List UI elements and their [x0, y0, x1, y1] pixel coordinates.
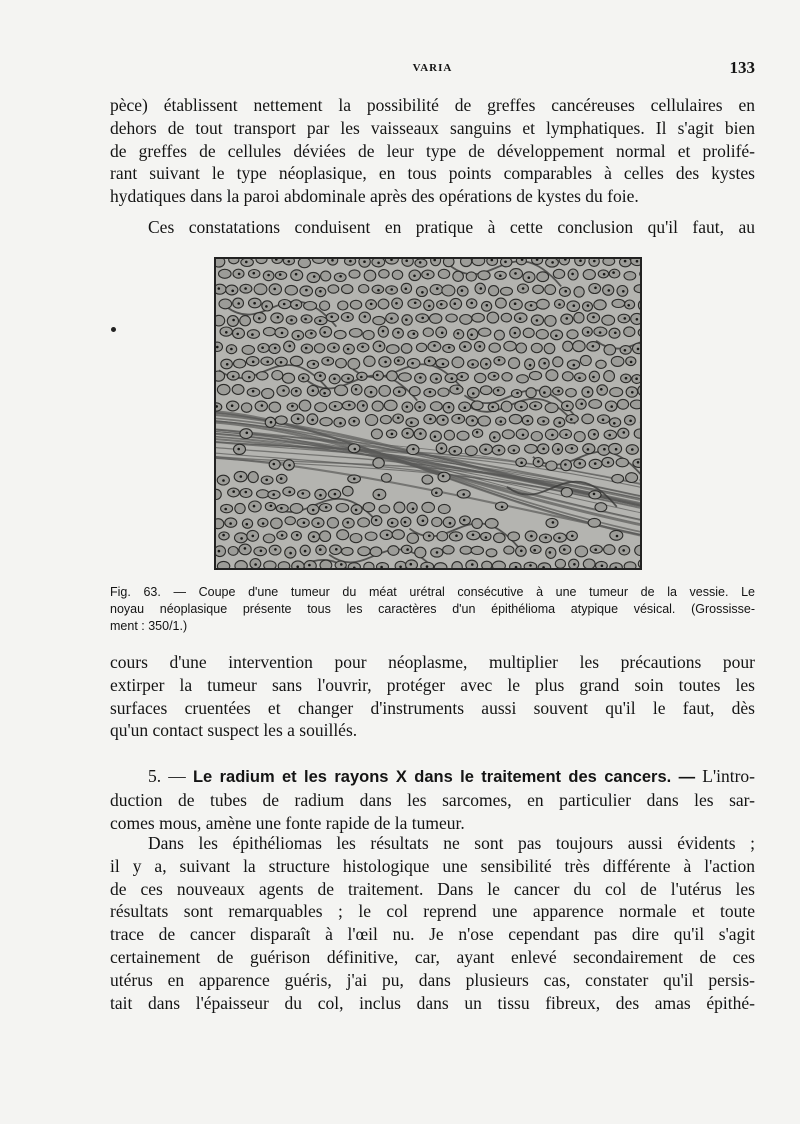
text-fragment: L'intro- [702, 766, 755, 786]
text-line: comes mous, amène une fonte rapide de la tumeur. [110, 812, 465, 833]
text-line: dehors de tout transport par les vaisseaux sanguins et lymphatiques. Il s'agit bien [110, 117, 755, 138]
margin-dot [111, 327, 116, 332]
micrograph-illustration [216, 259, 640, 568]
section-heading-line [110, 765, 755, 789]
text-line: hydatiques dans la paroi abdominale après des opérations de kystes du foie. [110, 186, 639, 207]
text-line: extirper la tumeur sans l'ouvrir, protéger avec le plus grand soin toutes les [110, 674, 755, 695]
page-number: 133 [729, 58, 755, 77]
text-line: qu'un contact suspect les a souillés. [110, 720, 358, 741]
paragraph-3 [110, 651, 755, 742]
text-line: il y a, suivant la structure histologique une sensibilité très différente à l'action [110, 855, 755, 876]
figure-histology-micrograph [214, 257, 642, 570]
text-line: Dans les épithéliomas les résultats ne sont pas toujours aussi évidents ; [148, 833, 755, 853]
text-line: cours d'une intervention pour néoplasme, multiplier les précautions pour [110, 652, 755, 672]
text-line: rant suivant le type néoplasique, en tous points comparables à celles des kystes [110, 163, 755, 184]
text-line: Ces constatations conduisent en pratique à cette conclusion qu'il faut, au [148, 217, 755, 237]
text-line: résultats sont remarquables ; le col reprend une apparence normale et toute [110, 901, 755, 922]
paragraph-2 [110, 216, 755, 239]
text-line: de ces nouveaux agents de traitement. Dans le cancer du col de l'utérus les [110, 878, 755, 899]
caption-line: noyau néoplasique présente tous les caractères d'un épithélioma atypique vésical. (Grossisse- [110, 602, 755, 616]
text-line: duction de tubes de radium dans les sarcomes, en particulier dans les sar- [110, 789, 755, 810]
section-5-paragraph [110, 765, 755, 834]
paragraph-1 [110, 94, 755, 208]
text-line: surfaces cruentées et changer d'instruments aussi souvent qu'il le faut, dès [110, 697, 755, 718]
page-header [110, 58, 755, 82]
text-line: pèce) établissent nettement la possibilité de greffes cancéreuses cellulaires en [110, 95, 755, 115]
section-heading: Le radium et les rayons X dans le traitement des cancers. — [192, 768, 696, 786]
text-line: tait dans l'épaisseur du col, inclus dans un tissu fibreux, des amas épithé- [110, 992, 755, 1013]
paragraph-5 [110, 832, 755, 1014]
caption-line: ment : 350/1.) [110, 619, 188, 633]
caption-line: Fig. 63. — Coupe d'une tumeur du méat urétral consécutive à une tumeur de la vessie. Le [110, 585, 755, 599]
figure-caption [110, 584, 755, 635]
text-line: utérus en apparence guéris, j'ai pu, dans plusieurs cas, constater qu'il persis- [110, 969, 755, 990]
text-line: trace de cancer disparaît à l'œil nu. Je n'ose cependant pas dire qu'il s'agit [110, 924, 755, 945]
section-number: 5. — [148, 766, 186, 786]
text-line: de greffes de cellules déviées de leur type de développement normal et prolifé- [110, 140, 755, 161]
running-head: VARIA [412, 62, 453, 74]
text-line: certainement de guérison définitive, car, ayant enlevé secondairement de ces [110, 946, 755, 967]
